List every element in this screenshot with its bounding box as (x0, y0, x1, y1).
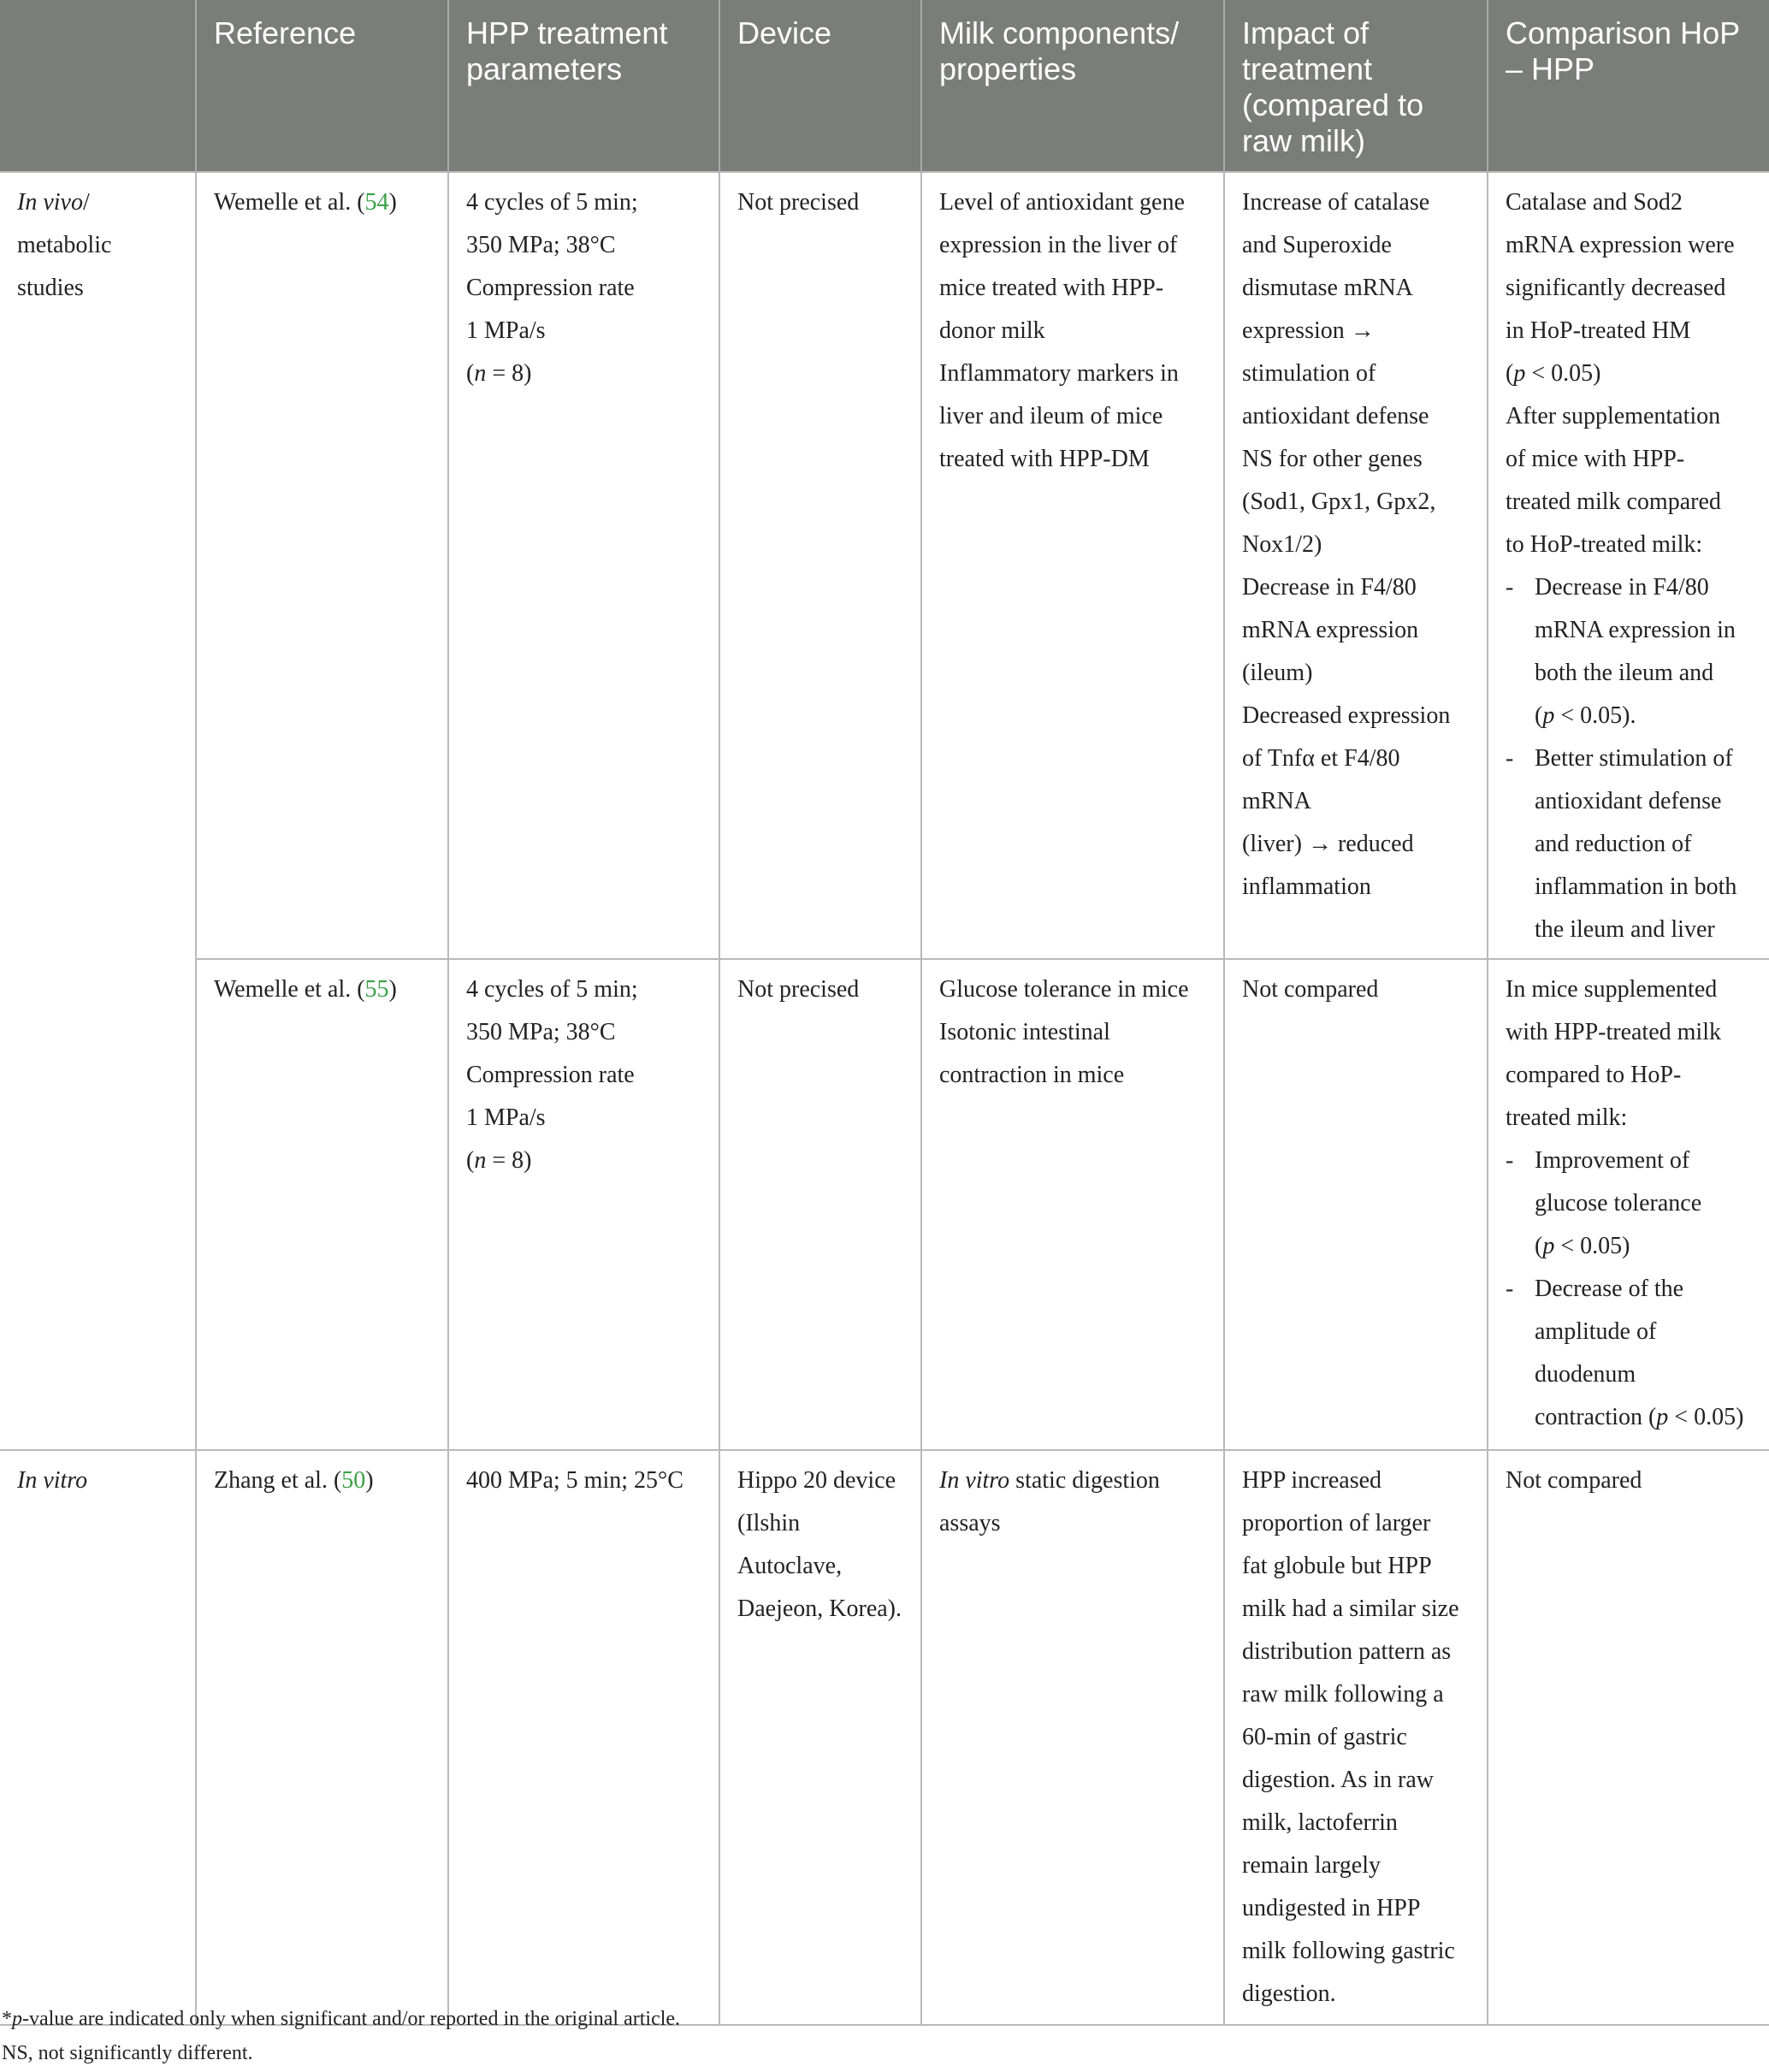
text-line: with HPP-treated milk (1506, 1019, 1721, 1045)
text-line: 400 MPa; 5 min; 25°C (466, 1467, 683, 1494)
text-line: Compression rate (466, 1062, 635, 1088)
text-line (1535, 1396, 1754, 1439)
text-line: (liver) → reduced (1242, 831, 1414, 857)
dash-bullet-icon: - (1506, 1276, 1514, 1302)
text-line: antioxidant defense (1535, 788, 1722, 814)
text-line: remain largely (1242, 1852, 1381, 1879)
italic-fragment: p (1542, 1233, 1555, 1259)
header-impact: Impact of treatment (compared to raw milk) (1224, 0, 1488, 172)
text-line: (ileum) (1242, 660, 1313, 686)
italic-fragment: n (474, 1147, 487, 1174)
text-fragment: < 0.05). (1554, 702, 1636, 729)
text-line: 1 MPa/s (466, 317, 546, 344)
text-fragment: < 0.05) (1525, 360, 1601, 387)
header-reference: Reference (196, 0, 448, 172)
text-line: donor milk (939, 317, 1045, 344)
text-fragment: = 8) (486, 1147, 532, 1174)
reference-link[interactable]: 50 (341, 1467, 366, 1494)
text-line: After supplementation (1506, 403, 1721, 429)
text-line: 4 cycles of 5 min; (466, 189, 638, 216)
text-line: Decrease in F4/80 (1535, 574, 1709, 601)
italic-fragment: n (474, 360, 487, 387)
text-line: 1 MPa/s (466, 1104, 546, 1131)
text-fragment: ( (1535, 702, 1543, 729)
text-line: dismutase mRNA (1242, 275, 1413, 301)
reference-cell (196, 1450, 448, 2025)
text-line: mRNA expression were (1506, 232, 1735, 258)
comparison-cell (1488, 172, 1769, 959)
components-cell (921, 959, 1224, 1450)
table-header (0, 0, 1769, 172)
group-cell-in-vitro (0, 1450, 196, 2025)
text-line: mice treated with HPP- (939, 275, 1164, 301)
header-comparison: Comparison HoP – HPP (1488, 0, 1769, 172)
italic-fragment: p (1656, 1404, 1669, 1430)
text-line (1535, 695, 1754, 737)
text-line: Hippo 20 device (737, 1467, 896, 1494)
reference-cell (196, 172, 448, 959)
text-line: milk following gastric (1242, 1938, 1455, 1964)
italic-fragment: p (1513, 360, 1526, 387)
text-fragment: ( (1506, 360, 1514, 387)
text-line: HPP increased (1242, 1467, 1382, 1494)
text-fragment: = 8) (486, 360, 532, 387)
dash-bullet-icon: - (1506, 1147, 1514, 1174)
text-line: in HoP-treated HM (1506, 317, 1691, 344)
text-fragment: -value are indicated only when significant and/or reported in the original article. (22, 2008, 681, 2030)
text-line: inflammation (1242, 873, 1371, 900)
dash-bullet-icon: - (1506, 745, 1514, 772)
device-cell (719, 172, 921, 959)
table-row (0, 172, 1769, 959)
text-line: inflammation in both (1535, 873, 1737, 900)
text-line: treated with HPP-DM (939, 446, 1150, 472)
reference-author: Wemelle et al. ( (214, 189, 365, 216)
text-line: Not precised (737, 189, 860, 216)
bullet-item (1506, 566, 1754, 737)
text-line: digestion. As in raw (1242, 1767, 1434, 1793)
bullet-item (1506, 1140, 1754, 1268)
text-line: the ileum and liver (1535, 916, 1715, 943)
text-line: Decrease in F4/80 (1242, 574, 1417, 601)
text-line: glucose tolerance (1535, 1190, 1702, 1217)
device-cell (719, 959, 921, 1450)
text-fragment: static digestion (1009, 1467, 1160, 1494)
header-row (0, 0, 1769, 172)
text-line: 350 MPa; 38°C (466, 232, 616, 258)
footnote-ns: NS, not significantly different. (2, 2042, 253, 2064)
header-device: Device (719, 0, 921, 172)
header-hpp-parameters: HPP treatment parameters (448, 0, 719, 172)
text-line (466, 1140, 703, 1182)
text-line (939, 1459, 1208, 1502)
reference-close: ) (388, 976, 397, 1003)
text-line: milk had a similar size (1242, 1595, 1459, 1622)
text-line: compared to HoP- (1506, 1062, 1682, 1088)
table-row (0, 959, 1769, 1450)
text-line: stimulation of (1242, 360, 1376, 387)
text-line: treated milk: (1506, 1104, 1628, 1131)
header-milk-components: Milk components/ properties (921, 0, 1224, 172)
comparison-cell (1488, 959, 1769, 1450)
table-row (0, 1450, 1769, 2025)
impact-cell (1224, 172, 1488, 959)
components-cell (921, 172, 1224, 959)
text-line: Glucose tolerance in mice (939, 976, 1189, 1003)
text-line: Improvement of (1535, 1147, 1690, 1174)
text-line: and Superoxide (1242, 232, 1392, 258)
text-line: duodenum (1535, 1361, 1636, 1388)
text-line: treated milk compared (1506, 488, 1721, 515)
text-line (466, 352, 703, 395)
group-label-slash: / (82, 189, 90, 216)
text-line: assays (939, 1510, 1001, 1536)
text-line: 4 cycles of 5 min; (466, 976, 638, 1003)
text-line: Better stimulation of (1535, 745, 1733, 772)
dash-bullet-icon: - (1506, 574, 1514, 601)
text-line: Decrease of the (1535, 1276, 1684, 1302)
text-line: undigested in HPP (1242, 1895, 1421, 1921)
text-line: proportion of larger (1242, 1510, 1431, 1536)
text-fragment: ( (466, 360, 475, 387)
group-label-line: metabolic (17, 232, 112, 258)
text-line: NS for other genes (1242, 446, 1423, 472)
text-fragment: ( (466, 1147, 475, 1174)
text-line: antioxidant defense (1242, 403, 1429, 429)
text-line: 60-min of gastric (1242, 1724, 1407, 1750)
text-line: (Sod1, Gpx1, Gpx2, (1242, 488, 1436, 515)
italic-fragment: In vitro (939, 1467, 1010, 1494)
reference-author: Wemelle et al. ( (214, 976, 365, 1003)
impact-cell (1224, 959, 1488, 1450)
text-line: Autoclave, (737, 1553, 843, 1579)
reference-close: ) (388, 189, 397, 216)
text-fragment: contraction ( (1535, 1404, 1657, 1430)
reference-close: ) (365, 1467, 374, 1494)
impact-cell (1224, 1450, 1488, 2025)
text-line: both the ileum and (1535, 660, 1714, 686)
footnote-p-value (0, 2002, 1769, 2036)
comparison-cell (1488, 1450, 1769, 2025)
reference-link[interactable]: 55 (364, 976, 389, 1003)
text-line: Catalase and Sod2 (1506, 189, 1683, 216)
text-line: Isotonic intestinal (939, 1019, 1110, 1045)
table-footnotes (0, 2002, 1769, 2070)
text-fragment: < 0.05) (1554, 1233, 1630, 1259)
parameters-cell (448, 172, 719, 959)
italic-fragment: p (1542, 702, 1555, 729)
group-label-line: studies (17, 275, 84, 301)
text-line: raw milk following a (1242, 1681, 1444, 1708)
reference-link[interactable]: 54 (364, 189, 389, 216)
footnote-star: * (2, 2008, 12, 2030)
text-line: (Ilshin (737, 1510, 801, 1536)
text-line: fat globule but HPP (1242, 1553, 1432, 1579)
text-line: mRNA expression (1242, 617, 1419, 643)
text-line: Compression rate (466, 275, 635, 301)
reference-cell (196, 959, 448, 1450)
text-fragment: < 0.05) (1668, 1404, 1744, 1430)
bullet-item (1506, 1268, 1754, 1439)
text-line: milk, lactoferrin (1242, 1809, 1398, 1836)
text-line: mRNA (1242, 788, 1311, 814)
text-line: In mice supplemented (1506, 976, 1718, 1003)
text-line: Inflammatory markers in (939, 360, 1179, 387)
group-label-italic: In vitro (17, 1467, 88, 1494)
parameters-cell (448, 959, 719, 1450)
text-line: contraction in mice (939, 1062, 1125, 1088)
device-cell (719, 1450, 921, 2025)
text-line: significantly decreased (1506, 275, 1726, 301)
text-line: and reduction of (1535, 831, 1692, 857)
text-fragment: ( (1535, 1233, 1543, 1259)
bullet-item (1506, 737, 1754, 951)
text-line (1506, 352, 1754, 395)
text-line: expression in the liver of (939, 232, 1178, 258)
parameters-cell (448, 1450, 719, 2025)
text-line: Not precised (737, 976, 860, 1003)
group-cell-in-vivo (0, 172, 196, 1450)
reference-author: Zhang et al. ( (214, 1467, 342, 1494)
text-line: Daejeon, Korea). (737, 1595, 902, 1622)
text-line: distribution pattern as (1242, 1638, 1452, 1665)
text-line: amplitude of (1535, 1318, 1657, 1345)
text-line: Not compared (1506, 1467, 1642, 1494)
text-line: Level of antioxidant gene (939, 189, 1185, 216)
text-line: mRNA expression in (1535, 617, 1736, 643)
header-group (0, 0, 196, 172)
table-body (0, 172, 1769, 2025)
text-line: to HoP-treated milk: (1506, 531, 1703, 558)
text-line: expression → (1242, 317, 1375, 344)
text-line: Decreased expression (1242, 702, 1451, 729)
text-line: Not compared (1242, 976, 1379, 1003)
components-cell (921, 1450, 1224, 2025)
text-line: of mice with HPP- (1506, 446, 1685, 472)
group-label-italic: In vivo (17, 189, 83, 216)
text-line: liver and ileum of mice (939, 403, 1163, 429)
italic-fragment: p (12, 2008, 22, 2030)
text-line: 350 MPa; 38°C (466, 1019, 616, 1045)
text-line: Nox1/2) (1242, 531, 1322, 558)
text-line: digestion. (1242, 1980, 1336, 2007)
text-line (1535, 1225, 1754, 1268)
text-line: Increase of catalase (1242, 189, 1430, 216)
text-line: of Tnfα et F4/80 (1242, 745, 1400, 772)
